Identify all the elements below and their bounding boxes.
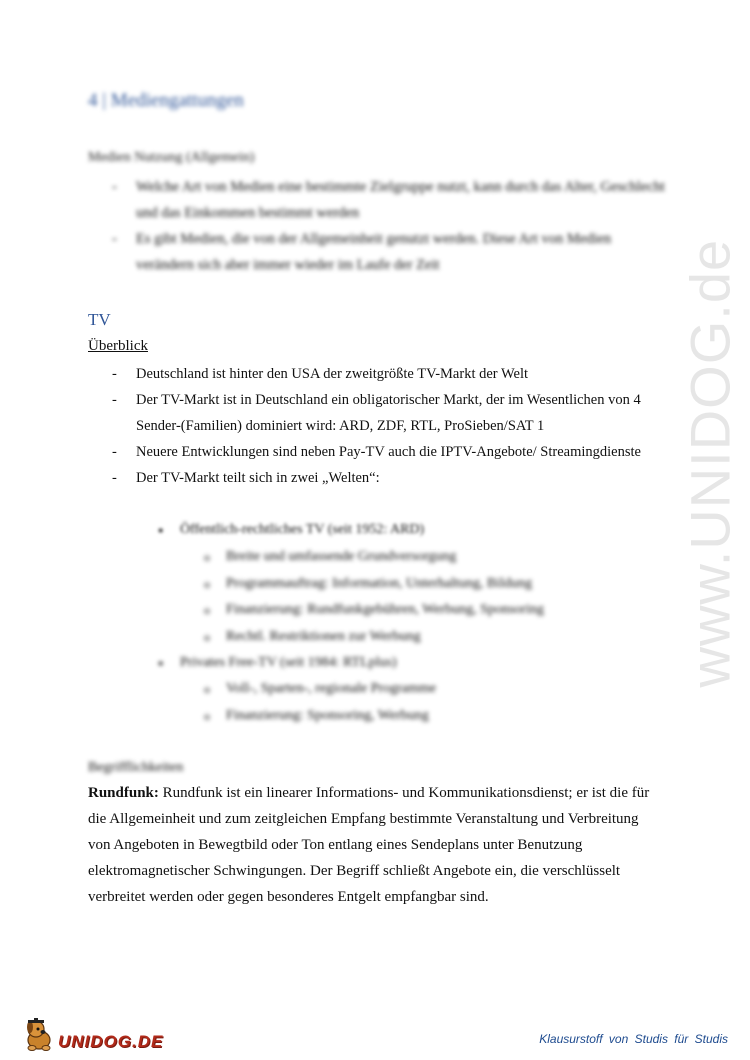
list-item: - Welche Art von Medien eine bestimmte Zielgruppe nutzt, kann durch das Alter, Geschlecht und das Einkommen bestimmt werden <box>110 174 670 226</box>
definition-text: Rundfunk ist ein linearer Informations- und Kommunikationsdienst; er ist die für die Allgemeinheit und zum zeitgleichen Empfang bestimmte Veranstaltung und Verbreitung von Angeboten in Bewegtbild oder Ton entlang eines Sendeplans unter Benutzung elektromagnetischer Schwingungen. Der Begriff schließt Angebote ein, die verschlüsselt verbreitet werden oder gegen besonderes Entgelt empfangbar sind. <box>88 785 650 905</box>
public-tv-item: ● Öffentlich-rechtliches TV (seit 1952: ARD) <box>158 517 424 544</box>
definition-term: Rundfunk: <box>88 785 159 801</box>
tv-list <box>110 361 670 491</box>
watermark-text: www.UNIDOG.de <box>678 238 742 688</box>
chapter-title: 4 | Mediengattungen <box>88 90 244 111</box>
list-item: - Neuere Entwicklungen sind neben Pay-TV auch die IPTV-Angebote/ Streamingdienste <box>110 439 670 465</box>
list-item: o Voll-, Sparten-, regionale Programme <box>204 676 436 703</box>
public-tv-list <box>158 517 424 544</box>
list-item: - Es gibt Medien, die von der Allgemeinheit genutzt werden. Diese Art von Medien verändern sich aber immer wieder im Laufe der Zeit <box>110 226 670 278</box>
terms-heading: Begrifflichkeiten <box>88 760 184 775</box>
private-tv-item: ● Privates Free-TV (seit 1984: RTLplus) <box>158 650 397 677</box>
list-item: o Finanzierung: Sponsoring, Werbung <box>204 703 436 730</box>
section-title-tv: TV <box>88 310 111 329</box>
list-item: - Deutschland ist hinter den USA der zweitgrößte TV-Markt der Welt <box>110 361 670 387</box>
overview-heading: Überblick <box>88 338 148 354</box>
media-usage-heading: Medien Nutzung (Allgemein) <box>88 150 255 165</box>
private-tv-sublist <box>204 676 436 729</box>
dog-mascot-icon <box>22 1018 56 1052</box>
list-item: - Der TV-Markt ist in Deutschland ein obligatorischer Markt, der im Wesentlichen von 4 Sender-(Familien) dominiert wird: ARD, ZDF, RTL, ProSieben/SAT 1 <box>110 387 670 439</box>
list-item: o Breite und umfassende Grundversorgung <box>204 544 544 571</box>
media-usage-list <box>110 174 670 278</box>
list-item: o Programmauftrag: Information, Unterhaltung, Bildung <box>204 571 544 598</box>
list-item: o Finanzierung: Rundfunkgebühren, Werbung, Sponsoring <box>204 597 544 624</box>
public-tv-sublist <box>204 544 544 650</box>
logo-text: UNIDOG.DE <box>58 1032 164 1051</box>
list-item: o Rechtl. Restriktionen zur Werbung <box>204 624 544 651</box>
list-item: - Der TV-Markt teilt sich in zwei „Welten“: <box>110 465 670 491</box>
footer-tagline: Klausurstoff von Studis für Studis <box>539 1032 728 1046</box>
definition-paragraph <box>88 780 658 910</box>
unidog-logo <box>22 1018 163 1052</box>
private-tv-list <box>158 650 397 677</box>
